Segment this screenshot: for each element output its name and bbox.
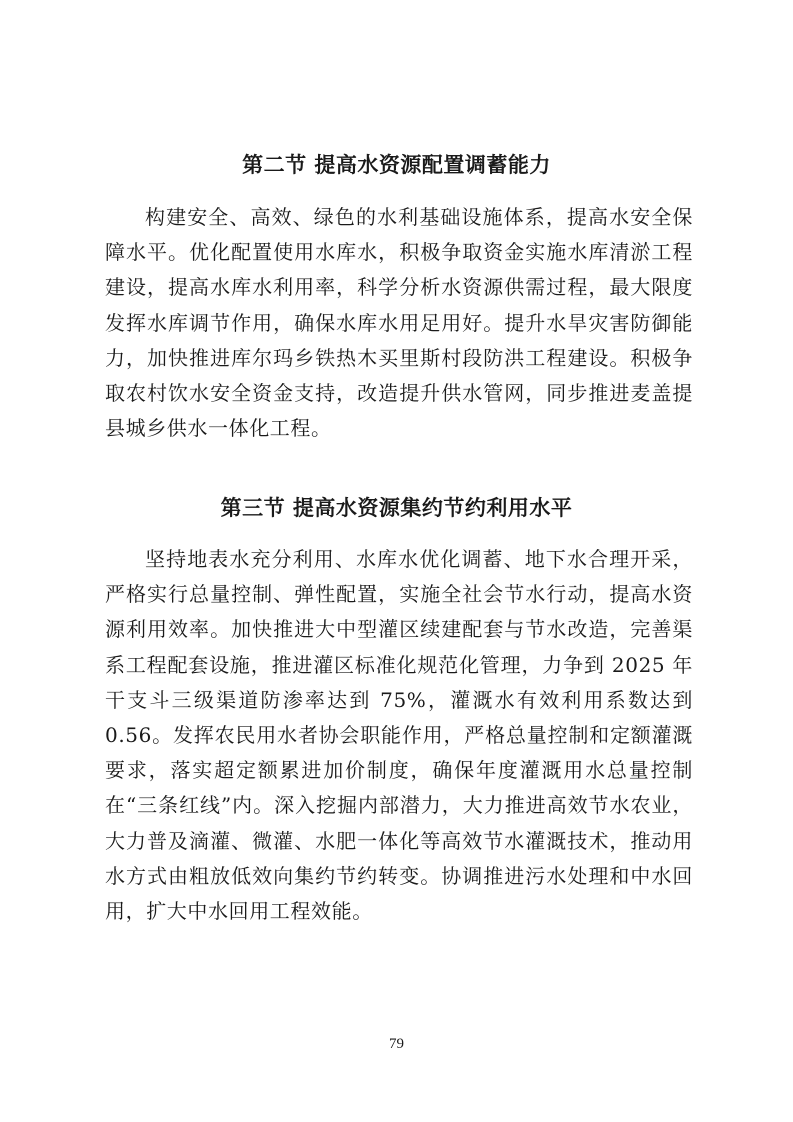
section-heading-3: 第三节 提高水资源集约节约利用水平	[220, 496, 573, 520]
section-paragraph-3: 坚持地表水充分利用、水库水优化调蓄、地下水合理开采，严格实行总量控制、弹性配置，实施全社会节水行动，提高水资源利用效率。加快推进大中型灌区续建配套与节水改造，完善渠系工程配套设施，推进灌区标准化规范化管理，力争到 2025 年干支斗三级渠道防渗率达到 75%，灌溉水有效利用系数达到 0.56。发挥农民用水者协会职能作用，严格总量控制和定额灌溉要求，落实超定额累进加价制度，确保年度灌溉用水总量控制在“三条红线”内。深入挖掘内部潜力，大力推进高效节水农业，大力普及滴灌、微灌、水肥一体化等高效节水灌溉技术，推动用水方式由粗放低效向集约节约转变。协调推进污水处理和中水回用，扩大中水回用工程效能。	[105, 547, 693, 924]
section-paragraph-2: 构建安全、高效、绿色的水利基础设施体系，提高水安全保障水平。优化配置使用水库水，积极争取资金实施水库清淤工程建设，提高水库水利用率，科学分析水资源供需过程，最大限度发挥水库调节作用，确保水库水用足用好。提升水旱灾害防御能力，加快推进库尔玛乡铁热木买里斯村段防洪工程建设。积极争取农村饮水安全资金支持，改造提升供水管网，同步推进麦盖提县城乡供水一体化工程。	[105, 205, 693, 441]
section-heading-2: 第二节 提高水资源配置调蓄能力	[242, 153, 551, 177]
page-number: 79	[389, 1036, 404, 1052]
